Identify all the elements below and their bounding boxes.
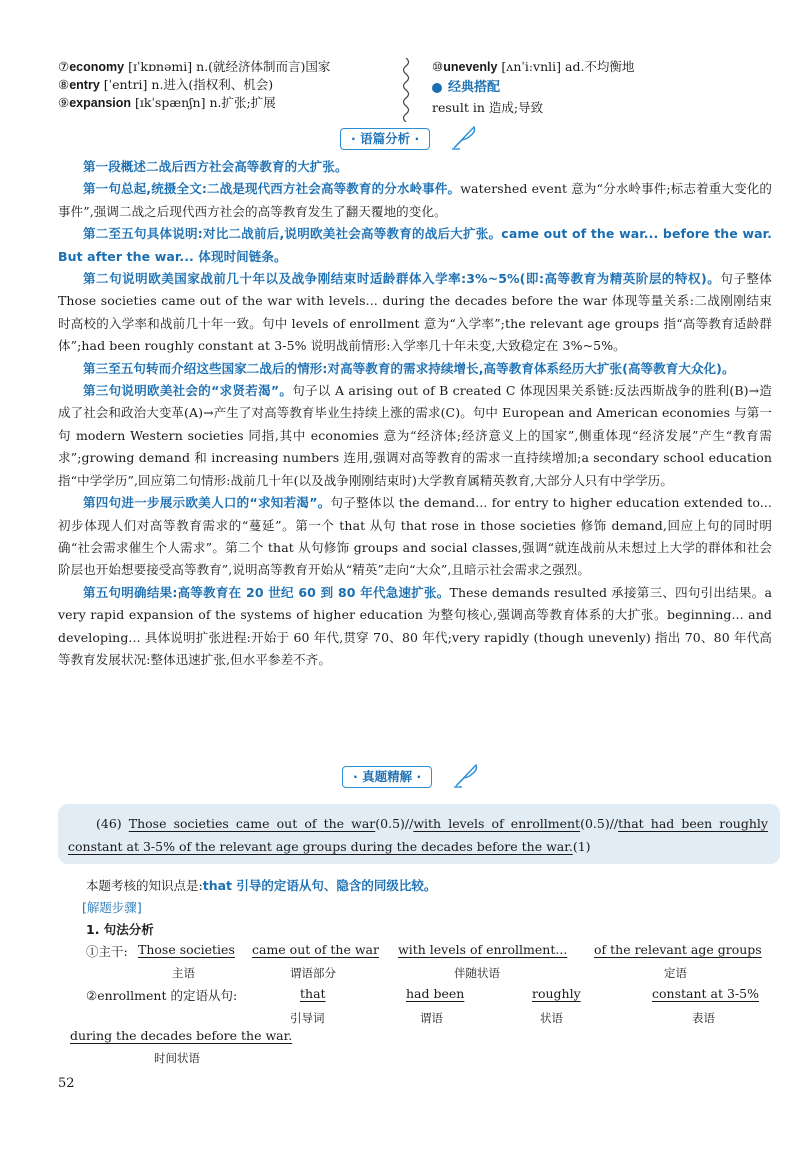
score: (0.5)// bbox=[580, 816, 619, 831]
vocab-phonetic: [ɪˈkɒnəmi] bbox=[128, 59, 193, 74]
analysis-heading: 第三至五句转而介绍这些国家二战后的情形:对高等教育的需求持续增长,高等教育体系经历大扩张(高等教育大众化)。 bbox=[83, 360, 735, 376]
score: (0.5)// bbox=[375, 816, 414, 831]
question-segment: that had been roughly constant at 3-5% of the relevant age groups during the decades before the war. bbox=[68, 816, 768, 854]
knowledge-prefix: 本题考核的知识点是: bbox=[86, 878, 203, 893]
row1-label: 主语 bbox=[172, 966, 195, 980]
question-segment: Those societies came out of the war bbox=[128, 816, 376, 831]
vocab-list-left bbox=[58, 58, 398, 112]
vocab-number: ⑧ bbox=[58, 77, 70, 92]
bullet-icon bbox=[432, 83, 442, 93]
collocation-title: 经典搭配 bbox=[448, 80, 501, 95]
collocation-heading bbox=[432, 78, 772, 97]
knowledge-line bbox=[86, 876, 436, 894]
step1-title: 1. 句法分析 bbox=[86, 922, 154, 937]
vocab-phonetic: [ʌnˈiːvnli] bbox=[501, 59, 562, 74]
row2-label: 状语 bbox=[540, 1011, 563, 1025]
vocab-item bbox=[58, 58, 398, 76]
analysis-paragraph bbox=[58, 268, 772, 358]
vocab-item bbox=[432, 58, 772, 76]
row2-prefix: ②enrollment 的定语从句: bbox=[86, 988, 238, 1003]
analysis-text: 句子以 A arising out of B created C 体现因果关系链:反法西斯战争的胜利(B)→造成了社会和政治大变革(A)→产生了对高等教育毕业生持续上涨的需求(C)。句中 European and American economies 与第一句 modern Western societies 同指,其中 economies 意为“经济体;经济意义上的国家”,侧重体现“经济发展”产生“教育需求”;growing demand 和 increasing numbers 连用,强调对高等教育的需求一直持续增加;a secondary school education 指“中学学历”,回应第二句情形:战前几十年(以及战争刚刚结束时)大学教育属精英教育,大部分人只有中学学历。 bbox=[58, 383, 772, 488]
analysis-paragraph bbox=[58, 156, 772, 178]
vocab-phonetic: [ɪkˈspænʃn] bbox=[135, 95, 206, 110]
vocab-item bbox=[58, 94, 398, 112]
vocab-definition: n.扩张;扩展 bbox=[209, 95, 276, 110]
analysis-heading: 第一段概述二战后西方社会高等教育的大扩张。 bbox=[83, 159, 348, 174]
vocab-definition: ad.不均衡地 bbox=[565, 59, 635, 74]
quill-icon bbox=[452, 762, 480, 788]
page-number: 52 bbox=[58, 1076, 75, 1091]
row2-part: had been bbox=[406, 986, 465, 1001]
section-badge-analysis: · 语篇分析 · bbox=[340, 128, 430, 150]
vocab-number: ⑦ bbox=[58, 59, 70, 74]
analysis-paragraph bbox=[58, 380, 772, 492]
row1-part: Those societies bbox=[138, 942, 235, 957]
row2-label: 谓语 bbox=[420, 1011, 443, 1025]
analysis-text: These demands resulted 承接第三、四句引出结果。a very rapid expansion of the systems of higher education 为整句核心,强调高等教育体系的大扩张。beginning... and developing... 具体说明扩张进程:开始于 60 年代,贯穿 70、80 年代;very rapidly (though unevenly) 指出 70、80 年代高等教育发展状况:整体迅速扩张,但水平参差不齐。 bbox=[58, 584, 772, 667]
row2-part: roughly bbox=[532, 986, 581, 1001]
vocab-number: ⑨ bbox=[58, 95, 70, 110]
analysis-heading: 第五句明确结果:高等教育在 20 世纪 60 到 80 年代急速扩张。 bbox=[83, 584, 450, 600]
question-text bbox=[68, 812, 768, 858]
row2-part: that bbox=[300, 986, 326, 1001]
steps-label: [解题步骤] bbox=[82, 900, 142, 915]
row3-label: 时间状语 bbox=[154, 1051, 200, 1065]
vocab-word: expansion bbox=[69, 96, 132, 110]
vocab-word: unevenly bbox=[443, 60, 498, 74]
analysis-text: 句子整体以 the demand... for entry to higher education extended to... 初步体现人们对高等教育需求的“蔓延”。第一个 that 从句 that rose in those societies 修饰 demand,回应上句的同时明确“社会需求催生个人需求”。第二个 that 从句修饰 groups and social classes,强调“就连战前从未想过上大学的群体和社会阶层也开始想要接受高等教育”,说明高等教育开始从“精英”走向“大众”,且暗示社会需求之强烈。 bbox=[58, 495, 772, 578]
analysis-paragraph bbox=[58, 492, 772, 582]
analysis-heading: 第一句总起,统摄全文:二战是现代西方社会高等教育的分水岭事件。 bbox=[83, 181, 461, 197]
quill-icon bbox=[450, 124, 478, 150]
wavy-divider bbox=[399, 58, 413, 122]
analysis-paragraph bbox=[58, 358, 772, 380]
section-badge-solution: · 真题精解 · bbox=[342, 766, 432, 788]
vocab-word: economy bbox=[69, 60, 125, 74]
vocab-definition: n.(就经济体制而言)国家 bbox=[196, 59, 331, 74]
row1-label: 定语 bbox=[664, 966, 687, 980]
row1-part: came out of the war bbox=[252, 942, 379, 957]
vocab-phonetic: [ˈentri] bbox=[103, 77, 148, 92]
analysis-heading: 第二至五句具体说明:对比二战前后,说明欧美社会高等教育的战后大扩张。came out of the war... before the war. But after the war... 体现时间链条。 bbox=[58, 226, 772, 264]
analysis-heading: 第二句说明欧美国家战前几十年以及战争刚结束时适龄群体入学率:3%~5%(即:高等教育为精英阶层的特权)。 bbox=[83, 271, 721, 287]
row1-part: with levels of enrollment... bbox=[398, 942, 568, 957]
row1-prefix: ①主干: bbox=[86, 944, 128, 959]
question-number: (46) bbox=[96, 816, 122, 831]
vocab-definition: n.进入(指权利、机会) bbox=[151, 77, 274, 92]
analysis-paragraph bbox=[58, 223, 772, 268]
vocab-number: ⑩ bbox=[432, 59, 444, 74]
analysis-heading: 第四句进一步展示欧美人口的“求知若渴”。 bbox=[83, 495, 331, 511]
row1-label: 谓语部分 bbox=[290, 966, 336, 980]
row3-part: during the decades before the war. bbox=[70, 1028, 293, 1043]
row2-label: 引导词 bbox=[290, 1011, 325, 1025]
analysis-body bbox=[58, 156, 772, 671]
row2-part: constant at 3-5% bbox=[652, 986, 759, 1001]
analysis-heading: 第三句说明欧美社会的“求贤若渴”。 bbox=[83, 383, 293, 399]
collocation-text: result in 造成;导致 bbox=[432, 100, 544, 115]
row1-part: of the relevant age groups bbox=[594, 942, 762, 957]
analysis-paragraph bbox=[58, 582, 772, 672]
analysis-text: watershed event 意为“分水岭事件;标志着重大变化的事件”,强调二战之后现代西方社会的高等教育发生了翻天覆地的变化。 bbox=[58, 181, 772, 219]
score: (1) bbox=[572, 839, 591, 854]
row2-label: 表语 bbox=[692, 1011, 715, 1025]
vocab-word: entry bbox=[69, 78, 100, 92]
vocab-item bbox=[58, 76, 398, 94]
row1-label: 伴随状语 bbox=[454, 966, 500, 980]
knowledge-points: that 引导的定语从句、隐含的同级比较。 bbox=[202, 878, 437, 893]
vocab-list-right bbox=[432, 58, 772, 117]
analysis-paragraph bbox=[58, 178, 772, 223]
analysis-text: 句子整体 Those societies came out of the war with levels... during the decades before the war 体现等量关系:二战刚刚结束时高校的入学率和战前几十年一致。句中 levels of enrollment 意为“入学率”;the relevant age groups 指“高等教育适龄群体”;had been roughly constant at 3-5% 说明战前情形:入学率几十年未变,大致稳定在 3%~5%。 bbox=[58, 271, 773, 354]
question-segment: with levels of enrollment bbox=[413, 816, 581, 831]
